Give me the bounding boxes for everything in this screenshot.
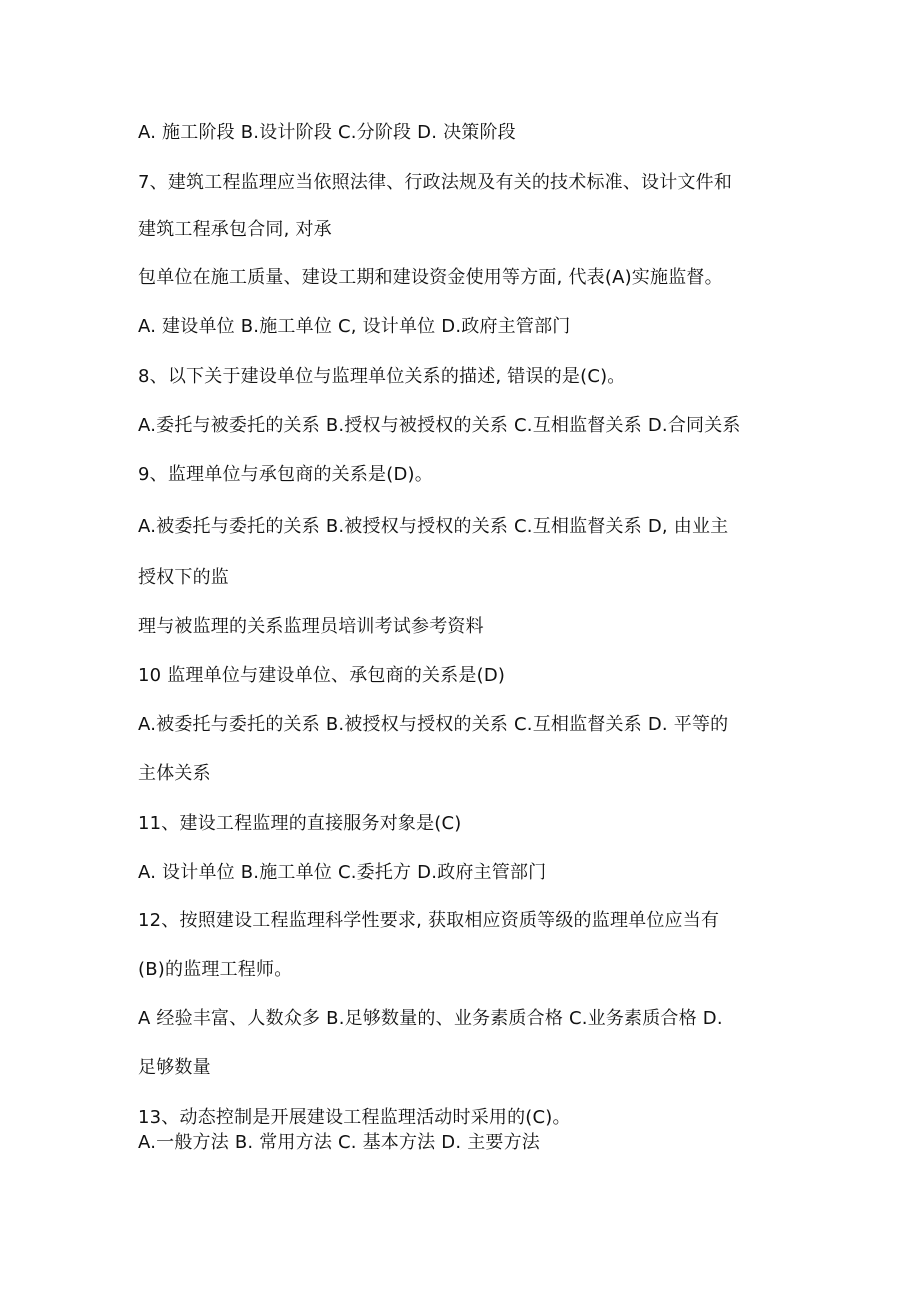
question-10-line: 10 监理单位与建设单位、承包商的关系是(D) <box>138 665 506 686</box>
option-line-q6: A. 施工阶段 B.设计阶段 C.分阶段 D. 决策阶段 <box>138 122 516 143</box>
option-line-q12-1: A 经验丰富、人数众多 B.足够数量的、业务素质合格 C.业务素质合格 D. <box>138 1008 723 1029</box>
option-line-q9-1: A.被委托与委托的关系 B.被授权与授权的关系 C.互相监督关系 D, 由业主 <box>138 516 729 537</box>
option-line-q10-2: 主体关系 <box>138 763 211 784</box>
option-line-q7: A. 建设单位 B.施工单位 C, 设计单位 D.政府主管部门 <box>138 316 571 337</box>
question-11-line: 11、建设工程监理的直接服务对象是(C) <box>138 813 462 834</box>
option-line-q9-3: 理与被监理的关系监理员培训考试参考资料 <box>138 616 484 637</box>
option-line-q9-2: 授权下的监 <box>138 567 229 588</box>
question-7-line-3: 包单位在施工质量、建设工期和建设资金使用等方面, 代表(A)实施监督。 <box>138 267 723 288</box>
question-7-line-2: 建筑工程承包合同, 对承 <box>138 219 332 240</box>
question-12-line-2: (B)的监理工程师。 <box>138 959 293 980</box>
question-12-line-1: 12、按照建设工程监理科学性要求, 获取相应资质等级的监理单位应当有 <box>138 910 720 931</box>
option-line-q8: A.委托与被委托的关系 B.授权与被授权的关系 C.互相监督关系 D.合同关系 <box>138 415 741 436</box>
question-9-line: 9、监理单位与承包商的关系是(D)。 <box>138 464 433 485</box>
option-line-q12-2: 足够数量 <box>138 1057 211 1078</box>
option-line-q10-1: A.被委托与委托的关系 B.被授权与授权的关系 C.互相监督关系 D. 平等的 <box>138 714 729 735</box>
question-8-line: 8、以下关于建设单位与监理单位关系的描述, 错误的是(C)。 <box>138 366 626 387</box>
option-line-q13: A.一般方法 B. 常用方法 C. 基本方法 D. 主要方法 <box>138 1132 540 1153</box>
question-13-line: 13、动态控制是开展建设工程监理活动时采用的(C)。 <box>138 1107 571 1128</box>
option-line-q11: A. 设计单位 B.施工单位 C.委托方 D.政府主管部门 <box>138 862 547 883</box>
question-7-line-1: 7、建筑工程监理应当依照法律、行政法规及有关的技术标准、设计文件和 <box>138 172 733 193</box>
